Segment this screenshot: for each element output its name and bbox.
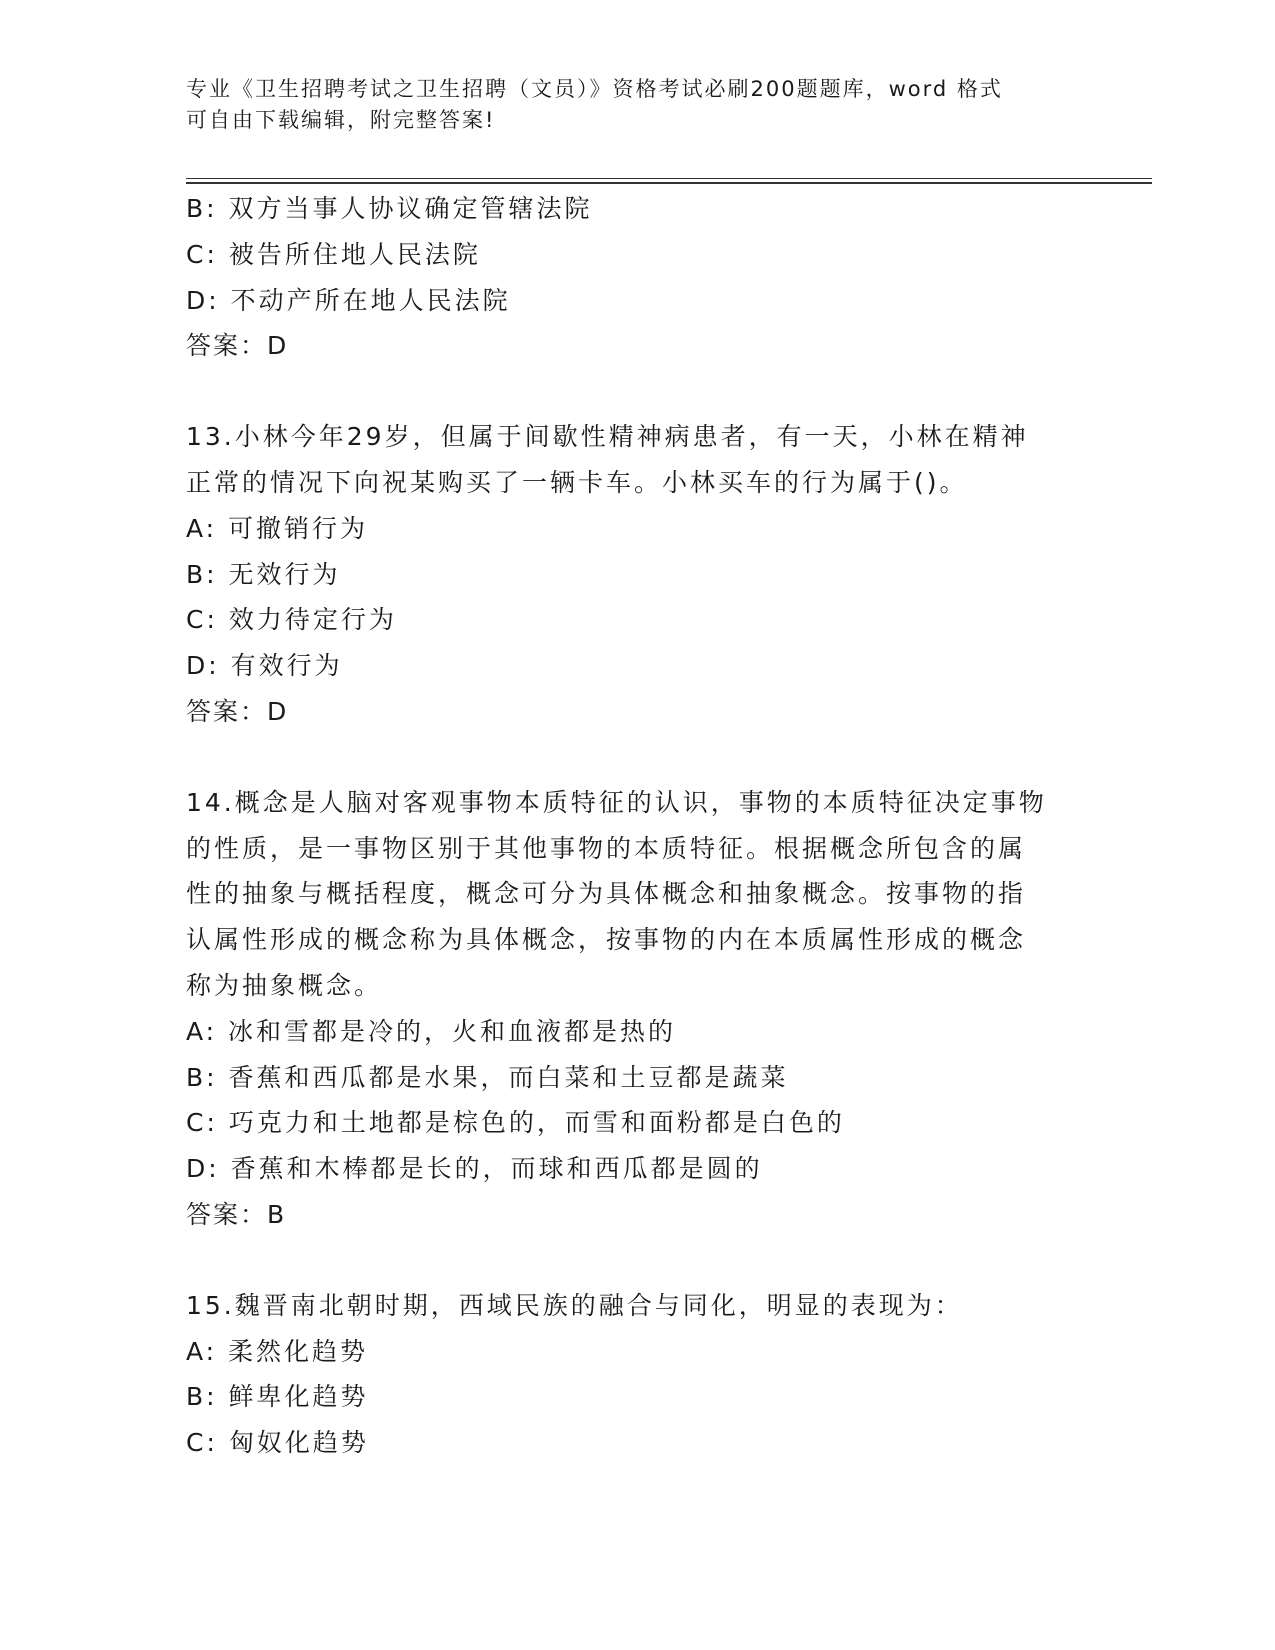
option-c: C: 效力待定行为 [186, 605, 397, 635]
question-12-continued [186, 186, 1086, 369]
option-c: C: 被告所住地人民法院 [186, 239, 481, 269]
question-15 [186, 1283, 1086, 1466]
question-stem-line: 14.概念是人脑对客观事物本质特征的认识，事物的本质特征决定事物 [186, 787, 1047, 817]
question-stem-line: 正常的情况下向祝某购买了一辆卡车。小林买车的行为属于()。 [186, 467, 968, 497]
answer: 答案：D [186, 331, 289, 361]
option-a: A: 冰和雪都是冷的，火和血液都是热的 [186, 1016, 677, 1046]
document-header [186, 74, 1066, 136]
option-a: A: 可撤销行为 [186, 513, 369, 543]
header-line-2: 可自由下载编辑，附完整答案! [186, 108, 496, 132]
option-b: B: 无效行为 [186, 559, 341, 589]
question-14 [186, 780, 1086, 1238]
option-b: B: 双方当事人协议确定管辖法院 [186, 194, 593, 223]
option-d: D: 有效行为 [186, 651, 343, 681]
question-content [186, 186, 1086, 1466]
question-stem-line: 15.魏晋南北朝时期，西域民族的融合与同化，明显的表现为： [186, 1290, 963, 1320]
question-stem-line: 称为抽象概念。 [186, 970, 383, 1000]
header-divider [186, 178, 1152, 184]
question-stem-line: 性的抽象与概括程度，概念可分为具体概念和抽象概念。按事物的指 [186, 879, 1027, 909]
question-stem-line: 13.小林今年29岁，但属于间歇性精神病患者，有一天，小林在精神 [186, 422, 1029, 452]
option-d: D: 香蕉和木棒都是长的，而球和西瓜都是圆的 [186, 1154, 763, 1184]
question-stem-line: 的性质，是一事物区别于其他事物的本质特征。根据概念所包含的属 [186, 833, 1027, 863]
option-c: C: 匈奴化趋势 [186, 1428, 369, 1458]
answer: 答案：B [186, 1199, 287, 1229]
question-13 [186, 414, 1086, 735]
option-b: B: 香蕉和西瓜都是水果，而白菜和土豆都是蔬菜 [186, 1062, 789, 1092]
option-b: B: 鲜卑化趋势 [186, 1382, 369, 1412]
answer: 答案：D [186, 696, 289, 726]
question-stem-line: 认属性形成的概念称为具体概念，按事物的内在本质属性形成的概念 [186, 925, 1027, 955]
option-a: A: 柔然化趋势 [186, 1336, 369, 1366]
option-d: D: 不动产所在地人民法院 [186, 285, 511, 315]
option-c: C: 巧克力和土地都是棕色的，而雪和面粉都是白色的 [186, 1108, 845, 1138]
header-line-1: 专业《卫生招聘考试之卫生招聘（文员）》资格考试必刷200题题库，word 格式 [186, 77, 1003, 101]
